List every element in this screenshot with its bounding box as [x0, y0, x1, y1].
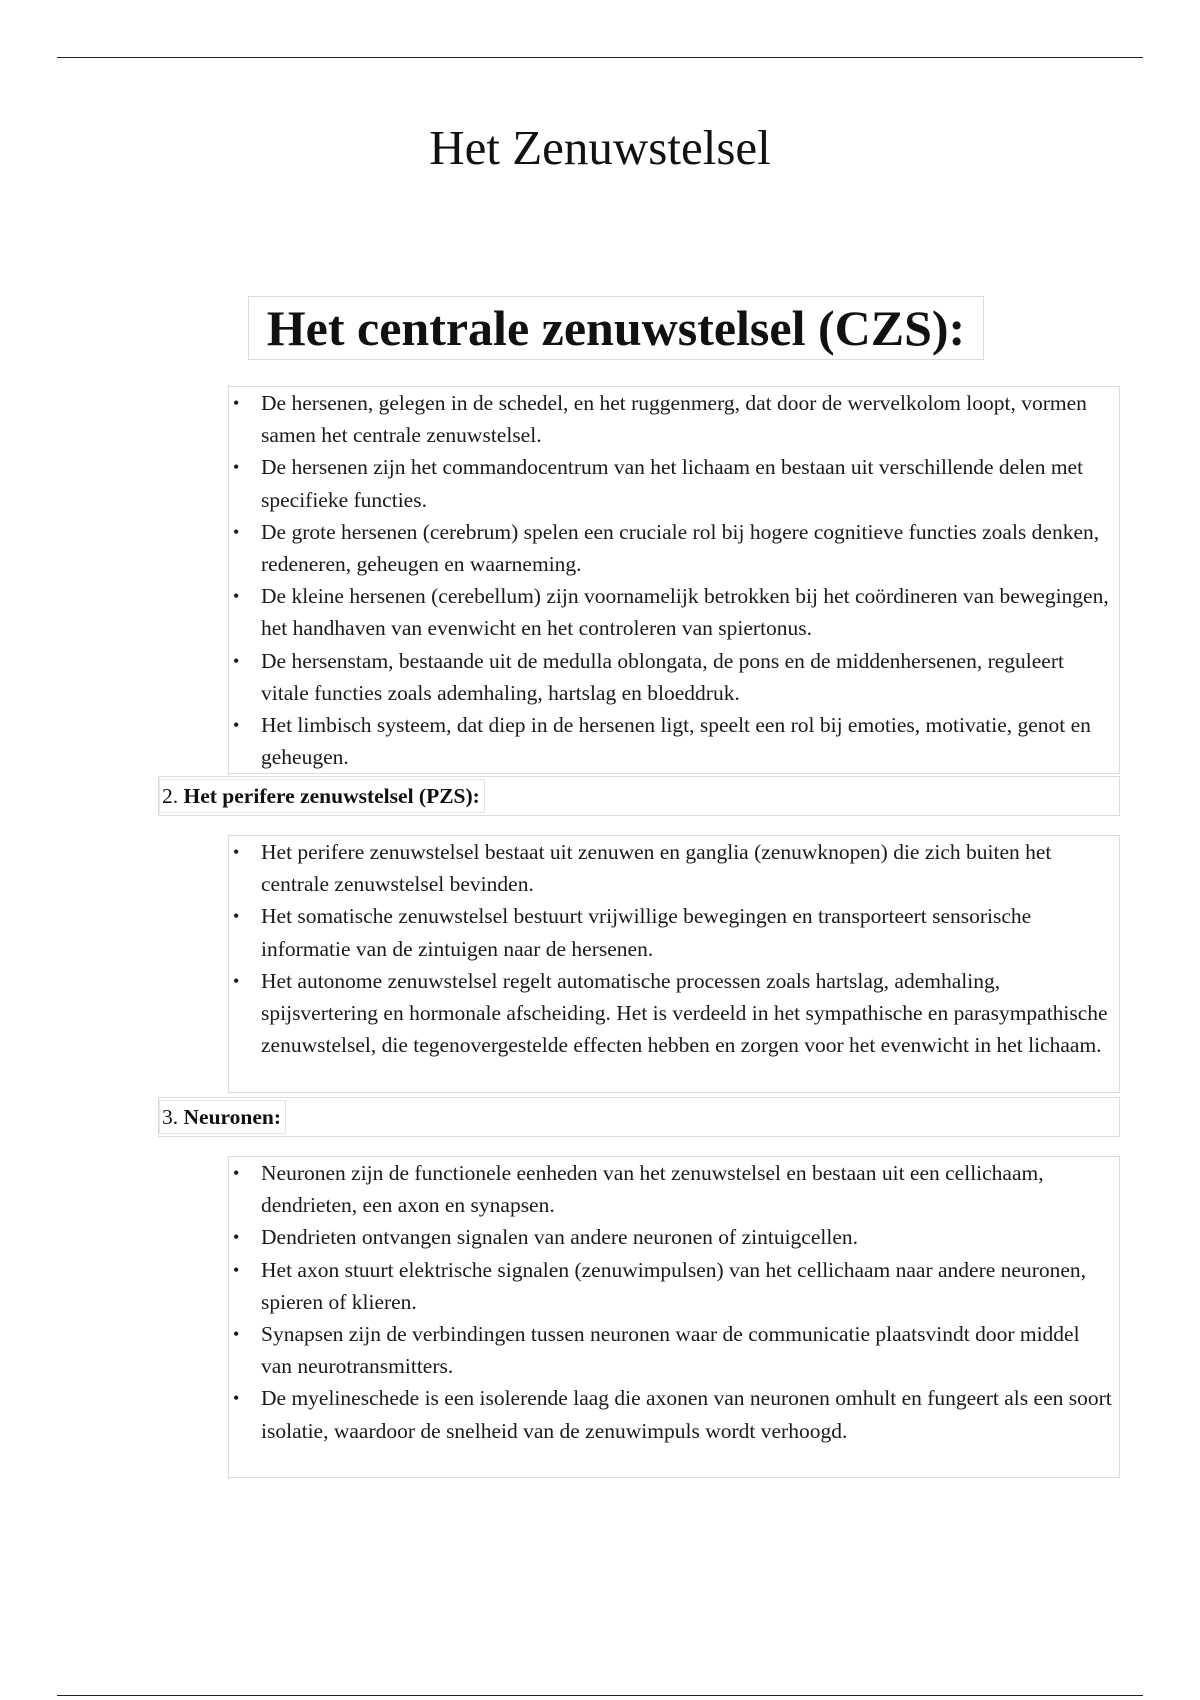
- section3-heading-box: [158, 1097, 1120, 1137]
- section1-heading-box: [248, 296, 984, 360]
- list-item: • De myelineschede is een isolerende laag die axonen van neuronen omhult en fungeert als een soort isolatie, waardoor de snelheid van de zenuwimpuls wordt verhoogd.: [261, 1382, 1113, 1446]
- list-item: • Het perifere zenuwstelsel bestaat uit zenuwen en ganglia (zenuwknopen) die zich buiten het centrale zenuwstelsel bevinden.: [261, 836, 1113, 900]
- list-item: • Dendrieten ontvangen signalen van andere neuronen of zintuigcellen.: [261, 1221, 1113, 1253]
- document-title: Het Zenuwstelsel: [429, 120, 771, 175]
- section3-list: [229, 1157, 1119, 1447]
- list-item: • De hersenen zijn het commandocentrum van het lichaam en bestaan uit verschillende delen met specifieke functies.: [261, 451, 1113, 515]
- section2-list: [229, 836, 1119, 1061]
- list-item: • Synapsen zijn de verbindingen tussen neuronen waar de communicatie plaatsvindt door middel van neurotransmitters.: [261, 1318, 1113, 1382]
- top-rule: [57, 57, 1143, 58]
- section2-heading: [159, 779, 485, 813]
- section2-number: 2.: [162, 784, 179, 808]
- section3-list-box: [228, 1156, 1120, 1478]
- section2-list-box: [228, 835, 1120, 1093]
- list-item: • Het axon stuurt elektrische signalen (zenuwimpulsen) van het cellichaam naar andere neuronen, spieren of klieren.: [261, 1254, 1113, 1318]
- section2-title: Het perifere zenuwstelsel (PZS):: [183, 784, 480, 808]
- section3-number: 3.: [162, 1105, 179, 1129]
- list-item: • Neuronen zijn de functionele eenheden van het zenuwstelsel en bestaan uit een cellichaam, dendrieten, een axon en synapsen.: [261, 1157, 1113, 1221]
- list-item: • De hersenen, gelegen in de schedel, en het ruggenmerg, dat door de wervelkolom loopt, vormen samen het centrale zenuwstelsel.: [261, 387, 1113, 451]
- section3-title: Neuronen:: [183, 1105, 282, 1129]
- bottom-rule: [57, 1695, 1143, 1696]
- section2-heading-box: [158, 776, 1120, 816]
- section1-list-box: [228, 386, 1120, 774]
- list-item: • De grote hersenen (cerebrum) spelen een cruciale rol bij hogere cognitieve functies zoals denken, redeneren, geheugen en waarneming.: [261, 516, 1113, 580]
- list-item: • Het limbisch systeem, dat diep in de hersenen ligt, speelt een rol bij emoties, motivatie, genot en geheugen.: [261, 709, 1113, 773]
- list-item: • Het somatische zenuwstelsel bestuurt vrijwillige bewegingen en transporteert sensorische informatie van de zintuigen naar de hersenen.: [261, 900, 1113, 964]
- list-item: • De kleine hersenen (cerebellum) zijn voornamelijk betrokken bij het coördineren van bewegingen, het handhaven van evenwicht en het controleren van spiertonus.: [261, 580, 1113, 644]
- section1-heading: Het centrale zenuwstelsel (CZS):: [266, 300, 966, 356]
- list-item: • De hersenstam, bestaande uit de medulla oblongata, de pons en de middenhersenen, reguleert vitale functies zoals ademhaling, hartslag en bloeddruk.: [261, 645, 1113, 709]
- section3-heading: [159, 1100, 286, 1134]
- section1-list: [229, 387, 1119, 773]
- list-item: • Het autonome zenuwstelsel regelt automatische processen zoals hartslag, ademhaling, spijsvertering en hormonale afscheiding. Het is verdeeld in het sympathische en parasympathische zenuwstelsel, die tegenovergestelde effecten hebben en zorgen voor het evenwicht in het lichaam.: [261, 965, 1113, 1062]
